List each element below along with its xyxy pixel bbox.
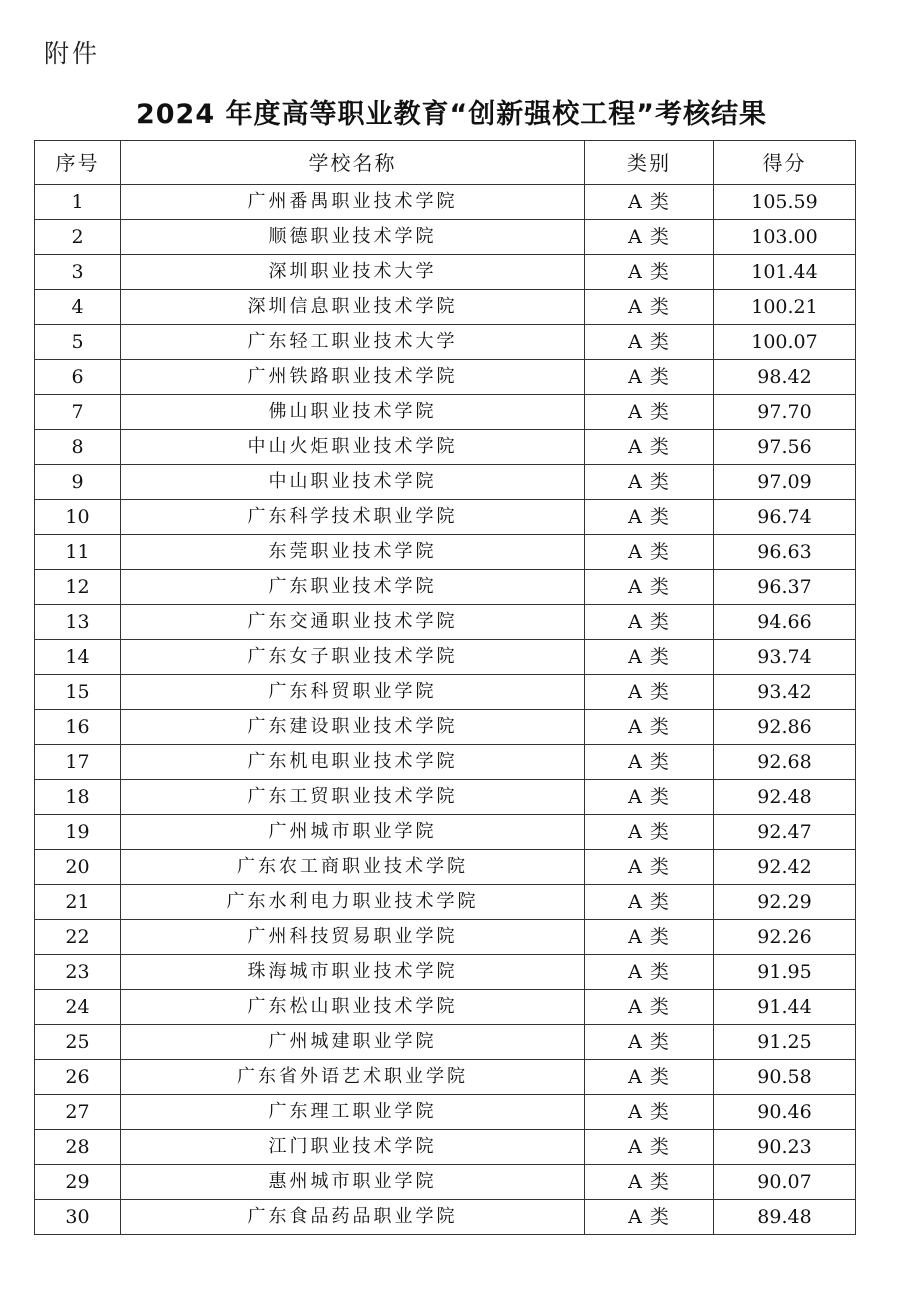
row-school: 中山火炬职业技术学院 — [121, 430, 585, 465]
row-score: 98.42 — [714, 360, 856, 395]
row-num: 15 — [35, 675, 121, 710]
table-row — [35, 605, 856, 640]
table-row — [35, 1095, 856, 1130]
row-score: 97.09 — [714, 465, 856, 500]
table-row — [35, 710, 856, 745]
table-row — [35, 990, 856, 1025]
table-row — [35, 885, 856, 920]
table-row — [35, 675, 856, 710]
row-num: 29 — [35, 1165, 121, 1200]
row-score: 96.74 — [714, 500, 856, 535]
row-num: 23 — [35, 955, 121, 990]
row-school: 广东科学技术职业学院 — [121, 500, 585, 535]
table-row — [35, 255, 856, 290]
row-school: 中山职业技术学院 — [121, 465, 585, 500]
row-school: 广东交通职业技术学院 — [121, 605, 585, 640]
row-school: 广州番禺职业技术学院 — [121, 185, 585, 220]
row-category: A 类 — [585, 465, 714, 500]
row-category: A 类 — [585, 535, 714, 570]
row-score: 92.42 — [714, 850, 856, 885]
row-score: 91.95 — [714, 955, 856, 990]
row-category: A 类 — [585, 745, 714, 780]
row-num: 4 — [35, 290, 121, 325]
row-category: A 类 — [585, 850, 714, 885]
row-school: 广东科贸职业学院 — [121, 675, 585, 710]
row-school: 广州科技贸易职业学院 — [121, 920, 585, 955]
table-row — [35, 220, 856, 255]
row-score: 92.68 — [714, 745, 856, 780]
row-school: 广东轻工职业技术大学 — [121, 325, 585, 360]
row-category: A 类 — [585, 430, 714, 465]
row-score: 89.48 — [714, 1200, 856, 1235]
row-school: 深圳信息职业技术学院 — [121, 290, 585, 325]
row-num: 9 — [35, 465, 121, 500]
row-score: 90.58 — [714, 1060, 856, 1095]
row-score: 105.59 — [714, 185, 856, 220]
row-school: 广州城市职业学院 — [121, 815, 585, 850]
header-num: 序号 — [35, 141, 121, 185]
row-score: 100.07 — [714, 325, 856, 360]
table-row — [35, 1165, 856, 1200]
row-school: 广东机电职业技术学院 — [121, 745, 585, 780]
row-num: 21 — [35, 885, 121, 920]
row-school: 广东工贸职业技术学院 — [121, 780, 585, 815]
row-num: 26 — [35, 1060, 121, 1095]
header-category: 类别 — [585, 141, 714, 185]
table-row — [35, 1060, 856, 1095]
row-category: A 类 — [585, 605, 714, 640]
row-school: 广东水利电力职业技术学院 — [121, 885, 585, 920]
row-school: 深圳职业技术大学 — [121, 255, 585, 290]
row-score: 92.48 — [714, 780, 856, 815]
row-num: 20 — [35, 850, 121, 885]
row-score: 91.25 — [714, 1025, 856, 1060]
row-category: A 类 — [585, 710, 714, 745]
row-category: A 类 — [585, 1165, 714, 1200]
row-num: 10 — [35, 500, 121, 535]
row-num: 12 — [35, 570, 121, 605]
row-school: 江门职业技术学院 — [121, 1130, 585, 1165]
row-school: 广东松山职业技术学院 — [121, 990, 585, 1025]
row-category: A 类 — [585, 1200, 714, 1235]
table-row — [35, 1025, 856, 1060]
row-school: 佛山职业技术学院 — [121, 395, 585, 430]
row-score: 96.37 — [714, 570, 856, 605]
row-score: 103.00 — [714, 220, 856, 255]
row-school: 广东农工商职业技术学院 — [121, 850, 585, 885]
row-score: 93.42 — [714, 675, 856, 710]
row-num: 30 — [35, 1200, 121, 1235]
table-header-row — [35, 141, 856, 185]
table-row — [35, 920, 856, 955]
row-num: 24 — [35, 990, 121, 1025]
row-num: 2 — [35, 220, 121, 255]
table-row — [35, 290, 856, 325]
row-category: A 类 — [585, 290, 714, 325]
results-table — [34, 140, 856, 1235]
table-row — [35, 1200, 856, 1235]
table-row — [35, 780, 856, 815]
row-category: A 类 — [585, 780, 714, 815]
table-row — [35, 815, 856, 850]
table-row — [35, 325, 856, 360]
row-school: 广州铁路职业技术学院 — [121, 360, 585, 395]
row-school: 广东省外语艺术职业学院 — [121, 1060, 585, 1095]
row-category: A 类 — [585, 395, 714, 430]
table-row — [35, 745, 856, 780]
table-row — [35, 360, 856, 395]
row-category: A 类 — [585, 1095, 714, 1130]
table-row — [35, 955, 856, 990]
row-category: A 类 — [585, 185, 714, 220]
row-num: 22 — [35, 920, 121, 955]
row-category: A 类 — [585, 1060, 714, 1095]
row-num: 11 — [35, 535, 121, 570]
row-score: 92.47 — [714, 815, 856, 850]
row-num: 8 — [35, 430, 121, 465]
row-num: 17 — [35, 745, 121, 780]
row-category: A 类 — [585, 255, 714, 290]
row-score: 90.46 — [714, 1095, 856, 1130]
row-category: A 类 — [585, 1130, 714, 1165]
row-category: A 类 — [585, 815, 714, 850]
table-row — [35, 850, 856, 885]
row-school: 广东职业技术学院 — [121, 570, 585, 605]
table-row — [35, 570, 856, 605]
page-title: 2024 年度高等职业教育“创新强校工程”考核结果 — [135, 99, 768, 130]
row-score: 101.44 — [714, 255, 856, 290]
row-category: A 类 — [585, 570, 714, 605]
header-school: 学校名称 — [121, 141, 585, 185]
header-score: 得分 — [714, 141, 856, 185]
row-num: 14 — [35, 640, 121, 675]
row-score: 92.86 — [714, 710, 856, 745]
row-category: A 类 — [585, 1025, 714, 1060]
row-category: A 类 — [585, 955, 714, 990]
row-score: 90.07 — [714, 1165, 856, 1200]
row-num: 18 — [35, 780, 121, 815]
row-category: A 类 — [585, 920, 714, 955]
row-score: 92.26 — [714, 920, 856, 955]
row-category: A 类 — [585, 640, 714, 675]
table-row — [35, 465, 856, 500]
row-score: 96.63 — [714, 535, 856, 570]
row-score: 100.21 — [714, 290, 856, 325]
row-num: 3 — [35, 255, 121, 290]
row-num: 6 — [35, 360, 121, 395]
table-row — [35, 1130, 856, 1165]
row-num: 28 — [35, 1130, 121, 1165]
table-row — [35, 640, 856, 675]
row-category: A 类 — [585, 220, 714, 255]
row-num: 1 — [35, 185, 121, 220]
row-school: 顺德职业技术学院 — [121, 220, 585, 255]
table-row — [35, 500, 856, 535]
row-score: 91.44 — [714, 990, 856, 1025]
table-row — [35, 430, 856, 465]
row-category: A 类 — [585, 990, 714, 1025]
table-row — [35, 395, 856, 430]
row-score: 97.70 — [714, 395, 856, 430]
row-school: 广东建设职业技术学院 — [121, 710, 585, 745]
row-num: 27 — [35, 1095, 121, 1130]
row-category: A 类 — [585, 325, 714, 360]
row-category: A 类 — [585, 500, 714, 535]
row-category: A 类 — [585, 360, 714, 395]
row-school: 广东理工职业学院 — [121, 1095, 585, 1130]
row-num: 16 — [35, 710, 121, 745]
row-school: 东莞职业技术学院 — [121, 535, 585, 570]
row-score: 92.29 — [714, 885, 856, 920]
row-school: 广州城建职业学院 — [121, 1025, 585, 1060]
row-school: 惠州城市职业学院 — [121, 1165, 585, 1200]
table-row — [35, 185, 856, 220]
row-num: 25 — [35, 1025, 121, 1060]
row-school: 广东女子职业技术学院 — [121, 640, 585, 675]
attachment-label: 附件 — [44, 39, 101, 68]
row-num: 13 — [35, 605, 121, 640]
table-row — [35, 535, 856, 570]
row-category: A 类 — [585, 885, 714, 920]
row-school: 珠海城市职业技术学院 — [121, 955, 585, 990]
row-score: 94.66 — [714, 605, 856, 640]
row-num: 19 — [35, 815, 121, 850]
row-school: 广东食品药品职业学院 — [121, 1200, 585, 1235]
row-num: 7 — [35, 395, 121, 430]
row-score: 93.74 — [714, 640, 856, 675]
row-num: 5 — [35, 325, 121, 360]
row-category: A 类 — [585, 675, 714, 710]
row-score: 97.56 — [714, 430, 856, 465]
row-score: 90.23 — [714, 1130, 856, 1165]
